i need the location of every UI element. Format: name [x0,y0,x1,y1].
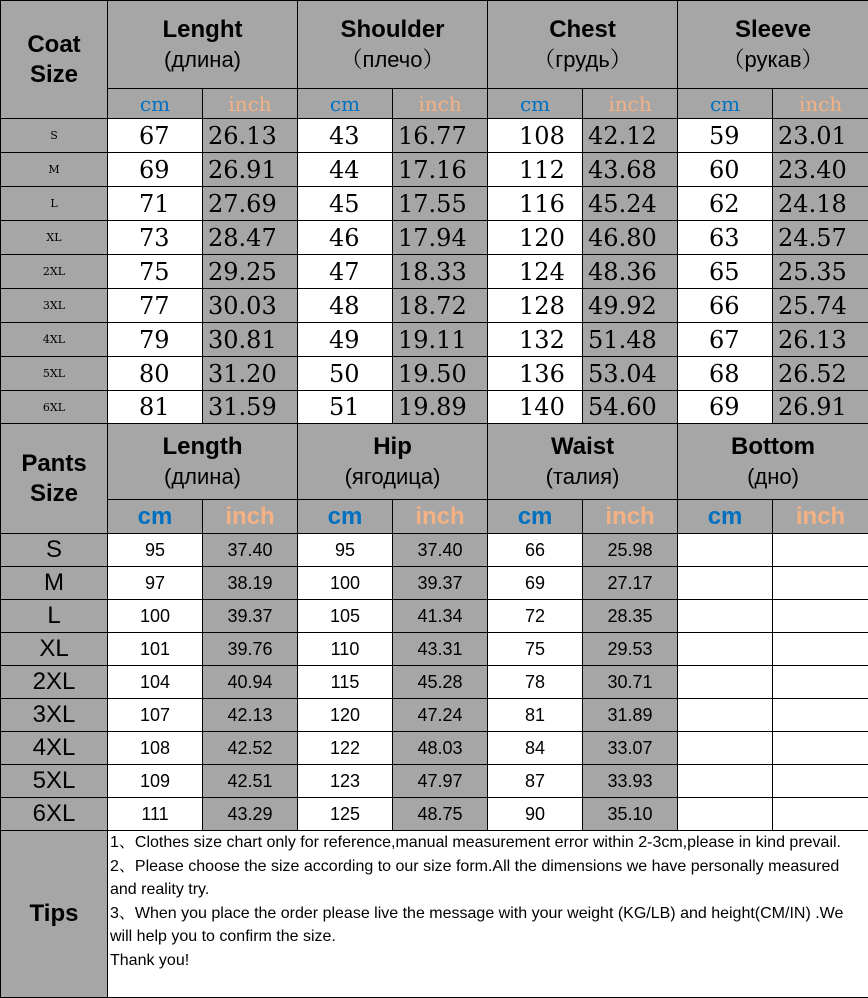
coat-value-cell: 19.50 [393,357,488,391]
coat-col-title: Chest [549,15,616,43]
tips-line: 2、Please choose the size according to our size form.All the dimensions we have personally measured and reality try. [110,857,840,898]
pants-value-cell: 84 [488,732,583,765]
coat-value-cell: 48 [298,289,393,323]
pants-col-subtitle: (талия) [545,463,620,489]
pants-unit-cm: cm [298,500,393,534]
coat-col-subtitle: (длина) [164,46,241,72]
pants-size-cell: L [1,600,108,633]
pants-unit-inch: inch [393,500,488,534]
pants-value-cell: 42.51 [203,765,298,798]
coat-col-title: Lenght [162,15,243,43]
pants-value-cell [678,732,773,765]
coat-size-label [1,1,108,119]
pants-value-cell: 47.97 [393,765,488,798]
coat-label-line1: Coat [27,30,81,58]
coat-value-cell: 31.59 [203,391,298,424]
pants-value-cell [773,666,868,699]
pants-value-cell: 27.17 [583,567,678,600]
coat-value-cell: 69 [108,153,203,187]
coat-value-cell: 23.01 [773,119,868,153]
pants-row [1,666,868,699]
tips-line: Thank you! [110,951,190,969]
pants-value-cell: 41.34 [393,600,488,633]
pants-size-cell: 6XL [1,798,108,831]
pants-value-cell: 45.28 [393,666,488,699]
coat-value-cell: 63 [678,221,773,255]
pants-size-cell: XL [1,633,108,666]
pants-row [1,699,868,732]
coat-value-cell: 17.94 [393,221,488,255]
pants-value-cell: 39.37 [203,600,298,633]
pants-col-title: Bottom [731,432,816,460]
coat-row [1,119,868,153]
coat-value-cell: 49 [298,323,393,357]
coat-value-cell: 45 [298,187,393,221]
pants-value-cell [678,633,773,666]
coat-value-cell: 17.55 [393,187,488,221]
coat-unit-cm: cm [298,89,393,119]
pants-value-cell [678,765,773,798]
pants-col-hip [298,424,488,500]
pants-col-title: Length [162,432,243,460]
pants-row [1,798,868,831]
pants-value-cell: 33.93 [583,765,678,798]
coat-value-cell: 46 [298,221,393,255]
coat-value-cell: 44 [298,153,393,187]
pants-row [1,600,868,633]
coat-value-cell: 50 [298,357,393,391]
coat-value-cell: 51 [298,391,393,424]
pants-value-cell [773,534,868,567]
coat-value-cell: 68 [678,357,773,391]
coat-col-title: Shoulder [340,15,445,43]
coat-value-cell: 25.35 [773,255,868,289]
pants-value-cell: 87 [488,765,583,798]
pants-col-length [108,424,298,500]
coat-label-line2: Size [29,60,79,88]
pants-col-title: Waist [550,432,615,460]
coat-size-cell: M [1,153,108,187]
coat-unit-cm: cm [678,89,773,119]
pants-size-cell: 3XL [1,699,108,732]
coat-unit-cm: cm [108,89,203,119]
coat-value-cell: 124 [488,255,583,289]
coat-value-cell: 73 [108,221,203,255]
pants-value-cell: 39.37 [393,567,488,600]
coat-value-cell: 66 [678,289,773,323]
coat-row [1,391,868,424]
pants-col-subtitle: (дно) [747,463,799,489]
pants-value-cell: 108 [108,732,203,765]
coat-value-cell: 27.69 [203,187,298,221]
coat-value-cell: 30.03 [203,289,298,323]
pants-value-cell [773,600,868,633]
pants-unit-cm: cm [678,500,773,534]
coat-value-cell: 17.16 [393,153,488,187]
pants-value-cell: 43.31 [393,633,488,666]
pants-value-cell: 72 [488,600,583,633]
coat-value-cell: 116 [488,187,583,221]
coat-value-cell: 59 [678,119,773,153]
pants-value-cell: 48.03 [393,732,488,765]
pants-size-label [1,424,108,534]
pants-value-cell: 111 [108,798,203,831]
pants-col-waist [488,424,678,500]
coat-value-cell: 65 [678,255,773,289]
pants-value-cell [773,765,868,798]
pants-value-cell: 100 [298,567,393,600]
pants-value-cell [678,600,773,633]
pants-value-cell: 69 [488,567,583,600]
coat-value-cell: 42.12 [583,119,678,153]
pants-value-cell [773,798,868,831]
pants-value-cell: 25.98 [583,534,678,567]
pants-value-cell: 28.35 [583,600,678,633]
pants-size-cell: 2XL [1,666,108,699]
pants-size-cell: 5XL [1,765,108,798]
coat-value-cell: 75 [108,255,203,289]
pants-value-cell: 122 [298,732,393,765]
tips-row [1,831,868,998]
pants-value-cell: 107 [108,699,203,732]
coat-value-cell: 16.77 [393,119,488,153]
coat-unit-inch: inch [583,89,678,119]
pants-value-cell [773,732,868,765]
coat-value-cell: 69 [678,391,773,424]
coat-row [1,187,868,221]
pants-value-cell: 78 [488,666,583,699]
pants-value-cell: 123 [298,765,393,798]
size-chart-body [1,1,868,998]
pants-value-cell [678,666,773,699]
coat-col-chest [488,1,678,89]
coat-col-subtitle: （грудь） [533,46,632,72]
pants-row [1,765,868,798]
pants-unit-inch: inch [203,500,298,534]
coat-value-cell: 77 [108,289,203,323]
coat-value-cell: 24.18 [773,187,868,221]
coat-size-cell: 2XL [1,255,108,289]
pants-value-cell: 39.76 [203,633,298,666]
coat-value-cell: 81 [108,391,203,424]
coat-value-cell: 62 [678,187,773,221]
pants-unit-inch: inch [773,500,868,534]
coat-value-cell: 26.52 [773,357,868,391]
pants-value-cell [773,567,868,600]
coat-value-cell: 80 [108,357,203,391]
pants-value-cell: 81 [488,699,583,732]
coat-col-subtitle: （рукав） [722,46,824,72]
pants-value-cell: 125 [298,798,393,831]
coat-value-cell: 43.68 [583,153,678,187]
coat-col-shoulder [298,1,488,89]
coat-value-cell: 47 [298,255,393,289]
pants-value-cell: 101 [108,633,203,666]
coat-value-cell: 26.13 [773,323,868,357]
coat-unit-inch: inch [393,89,488,119]
pants-value-cell: 33.07 [583,732,678,765]
pants-unit-inch: inch [583,500,678,534]
coat-col-length [108,1,298,89]
coat-value-cell: 120 [488,221,583,255]
coat-value-cell: 79 [108,323,203,357]
pants-size-cell: S [1,534,108,567]
coat-unit-inch: inch [773,89,868,119]
coat-row [1,153,868,187]
pants-value-cell: 109 [108,765,203,798]
pants-value-cell: 43.29 [203,798,298,831]
coat-value-cell: 53.04 [583,357,678,391]
coat-value-cell: 28.47 [203,221,298,255]
pants-value-cell: 100 [108,600,203,633]
coat-size-cell: 4XL [1,323,108,357]
pants-header-row [1,424,868,500]
pants-value-cell: 42.52 [203,732,298,765]
pants-value-cell: 120 [298,699,393,732]
coat-row [1,323,868,357]
coat-value-cell: 60 [678,153,773,187]
coat-value-cell: 48.36 [583,255,678,289]
coat-value-cell: 43 [298,119,393,153]
pants-size-cell: M [1,567,108,600]
pants-value-cell: 40.94 [203,666,298,699]
coat-header-row [1,1,868,89]
pants-value-cell [678,798,773,831]
coat-value-cell: 49.92 [583,289,678,323]
pants-value-cell: 35.10 [583,798,678,831]
coat-row [1,289,868,323]
coat-row [1,221,868,255]
coat-row [1,357,868,391]
pants-value-cell: 37.40 [203,534,298,567]
coat-unit-row [1,89,868,119]
pants-row [1,567,868,600]
pants-value-cell: 66 [488,534,583,567]
pants-value-cell: 42.13 [203,699,298,732]
coat-value-cell: 67 [108,119,203,153]
pants-col-subtitle: (ягодица) [344,463,441,489]
coat-size-cell: 3XL [1,289,108,323]
coat-value-cell: 30.81 [203,323,298,357]
coat-size-cell: 5XL [1,357,108,391]
coat-value-cell: 45.24 [583,187,678,221]
coat-col-sleeve [678,1,868,89]
pants-value-cell [678,567,773,600]
coat-unit-cm: cm [488,89,583,119]
pants-value-cell: 75 [488,633,583,666]
coat-col-title: Sleeve [734,15,812,43]
pants-value-cell: 29.53 [583,633,678,666]
pants-value-cell: 115 [298,666,393,699]
pants-value-cell: 110 [298,633,393,666]
pants-value-cell: 90 [488,798,583,831]
coat-row [1,255,868,289]
pants-value-cell: 104 [108,666,203,699]
coat-value-cell: 18.33 [393,255,488,289]
coat-size-cell: 6XL [1,391,108,424]
pants-value-cell: 38.19 [203,567,298,600]
coat-col-subtitle: （плечо） [340,46,445,72]
tips-line: 3、When you place the order please live the message with your weight (KG/LB) and height(CM/IN) .We will help you to confirm the size. [110,904,844,945]
tips-line: 1、Clothes size chart only for reference,manual measurement error within 2-3cm,please in kind prevail. [110,834,841,851]
coat-size-cell: L [1,187,108,221]
coat-value-cell: 19.11 [393,323,488,357]
coat-value-cell: 26.91 [773,391,868,424]
pants-value-cell: 95 [108,534,203,567]
pants-label-line2: Size [29,479,79,507]
coat-value-cell: 23.40 [773,153,868,187]
coat-value-cell: 24.57 [773,221,868,255]
pants-value-cell: 30.71 [583,666,678,699]
coat-unit-inch: inch [203,89,298,119]
pants-unit-cm: cm [488,500,583,534]
coat-value-cell: 136 [488,357,583,391]
coat-value-cell: 128 [488,289,583,323]
coat-value-cell: 108 [488,119,583,153]
pants-value-cell [773,699,868,732]
coat-value-cell: 29.25 [203,255,298,289]
pants-unit-cm: cm [108,500,203,534]
pants-value-cell: 95 [298,534,393,567]
coat-value-cell: 54.60 [583,391,678,424]
coat-value-cell: 19.89 [393,391,488,424]
pants-col-subtitle: (длина) [164,463,241,489]
pants-row [1,534,868,567]
pants-col-title: Hip [373,432,412,460]
coat-size-cell: S [1,119,108,153]
pants-row [1,633,868,666]
coat-value-cell: 67 [678,323,773,357]
coat-value-cell: 25.74 [773,289,868,323]
coat-value-cell: 26.91 [203,153,298,187]
coat-value-cell: 31.20 [203,357,298,391]
coat-value-cell: 71 [108,187,203,221]
pants-label-line1: Pants [21,449,87,477]
tips-text [108,831,868,998]
pants-col-bottom [678,424,868,500]
pants-unit-row [1,500,868,534]
pants-value-cell [678,534,773,567]
coat-value-cell: 132 [488,323,583,357]
pants-value-cell: 105 [298,600,393,633]
pants-value-cell [773,633,868,666]
coat-value-cell: 140 [488,391,583,424]
pants-row [1,732,868,765]
tips-label: Tips [1,831,108,998]
coat-value-cell: 18.72 [393,289,488,323]
pants-value-cell [678,699,773,732]
coat-size-cell: XL [1,221,108,255]
pants-size-cell: 4XL [1,732,108,765]
pants-value-cell: 47.24 [393,699,488,732]
coat-value-cell: 51.48 [583,323,678,357]
pants-value-cell: 97 [108,567,203,600]
pants-value-cell: 48.75 [393,798,488,831]
pants-value-cell: 37.40 [393,534,488,567]
coat-value-cell: 26.13 [203,119,298,153]
pants-value-cell: 31.89 [583,699,678,732]
coat-value-cell: 46.80 [583,221,678,255]
coat-value-cell: 112 [488,153,583,187]
